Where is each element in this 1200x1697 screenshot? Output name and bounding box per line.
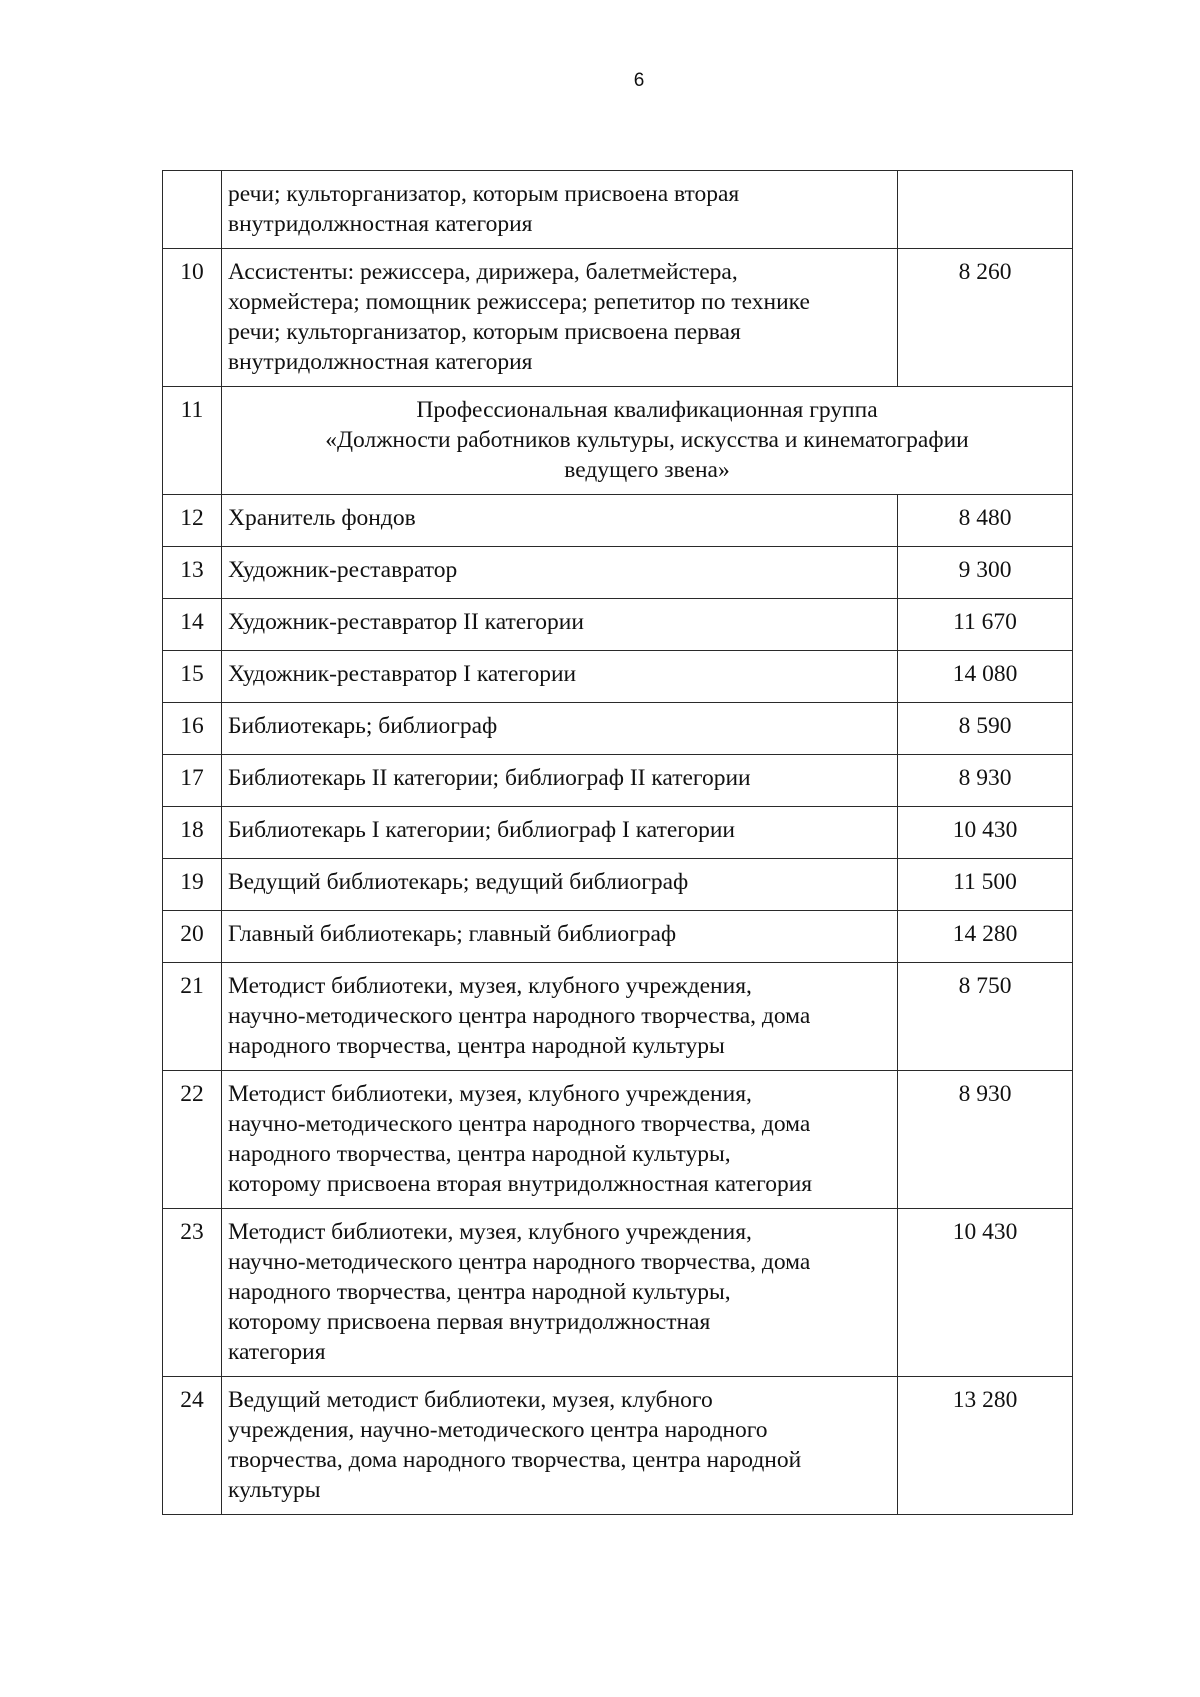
row-number: 15 <box>163 651 222 703</box>
row-number: 14 <box>163 599 222 651</box>
table-row <box>163 1071 1073 1209</box>
salary-amount: 8 260 <box>898 249 1073 387</box>
description-line: Ассистенты: режиссера, дирижера, балетмейстера, <box>228 259 738 285</box>
position-description <box>222 703 898 755</box>
position-description <box>222 599 898 651</box>
description-line: Методист библиотеки, музея, клубного учреждения, <box>228 973 752 999</box>
description-line: народного творчества, центра народной культуры, <box>228 1141 731 1167</box>
row-number: 24 <box>163 1377 222 1515</box>
table-row <box>163 1377 1073 1515</box>
position-description <box>222 859 898 911</box>
description-line: Ведущий библиотекарь; ведущий библиограф <box>228 869 689 895</box>
group-title-line: Профессиональная квалификационная группа <box>416 397 878 423</box>
salary-amount: 8 480 <box>898 495 1073 547</box>
description-line: Главный библиотекарь; главный библиограф <box>228 921 677 947</box>
salary-amount: 14 280 <box>898 911 1073 963</box>
description-line: которому присвоена вторая внутридолжностная категория <box>228 1171 813 1197</box>
position-description <box>222 911 898 963</box>
description-line: категория <box>228 1339 326 1365</box>
description-line: Методист библиотеки, музея, клубного учреждения, <box>228 1081 752 1107</box>
description-line: учреждения, научно-методического центра народного <box>228 1417 768 1443</box>
description-line: Библиотекарь I категории; библиограф I категории <box>228 817 735 843</box>
salary-table-body <box>163 171 1073 1515</box>
salary-amount: 14 080 <box>898 651 1073 703</box>
salary-amount: 10 430 <box>898 807 1073 859</box>
description-line: Художник-реставратор <box>228 557 458 583</box>
row-number: 22 <box>163 1071 222 1209</box>
salary-amount: 13 280 <box>898 1377 1073 1515</box>
salary-amount: 8 930 <box>898 755 1073 807</box>
description-line: Ведущий методист библиотеки, музея, клубного <box>228 1387 713 1413</box>
description-line: научно-методического центра народного творчества, дома <box>228 1249 811 1275</box>
description-line: которому присвоена первая внутридолжностная <box>228 1309 711 1335</box>
table-row <box>163 703 1073 755</box>
description-line: Библиотекарь; библиограф <box>228 713 498 739</box>
description-line: Хранитель фондов <box>228 505 416 531</box>
row-number: 21 <box>163 963 222 1071</box>
description-line: научно-методического центра народного творчества, дома <box>228 1111 811 1137</box>
row-number: 16 <box>163 703 222 755</box>
salary-amount: 11 670 <box>898 599 1073 651</box>
row-number <box>163 171 222 249</box>
table-row <box>163 859 1073 911</box>
table-row <box>163 963 1073 1071</box>
page-number: 6 <box>633 70 645 91</box>
row-number: 12 <box>163 495 222 547</box>
salary-amount: 9 300 <box>898 547 1073 599</box>
position-description <box>222 547 898 599</box>
table-row <box>163 599 1073 651</box>
row-number: 13 <box>163 547 222 599</box>
description-line: внутридолжностная категория <box>228 211 533 237</box>
description-line: внутридолжностная категория <box>228 349 533 375</box>
salary-amount: 8 930 <box>898 1071 1073 1209</box>
description-line: народного творчества, центра народной культуры <box>228 1033 725 1059</box>
description-line: хормейстера; помощник режиссера; репетитор по технике <box>228 289 810 315</box>
position-description <box>222 171 898 249</box>
row-number: 11 <box>163 387 222 495</box>
position-description <box>222 495 898 547</box>
table-row <box>163 807 1073 859</box>
description-line: Библиотекарь II категории; библиограф II категории <box>228 765 751 791</box>
table-row <box>163 911 1073 963</box>
row-number: 10 <box>163 249 222 387</box>
group-title <box>222 387 1073 495</box>
position-description <box>222 755 898 807</box>
row-number: 23 <box>163 1209 222 1377</box>
table-row <box>163 249 1073 387</box>
row-number: 19 <box>163 859 222 911</box>
position-description <box>222 651 898 703</box>
salary-amount: 11 500 <box>898 859 1073 911</box>
description-line: культуры <box>228 1477 321 1503</box>
group-title-line: ведущего звена» <box>564 457 730 483</box>
salary-amount: 10 430 <box>898 1209 1073 1377</box>
table-row <box>163 1209 1073 1377</box>
description-line: речи; культорганизатор, которым присвоена первая <box>228 319 741 345</box>
salary-table <box>162 170 1073 1515</box>
table-row <box>163 755 1073 807</box>
row-number: 20 <box>163 911 222 963</box>
description-line: Художник-реставратор II категории <box>228 609 584 635</box>
table-row <box>163 495 1073 547</box>
table-row <box>163 547 1073 599</box>
position-description <box>222 807 898 859</box>
description-line: Методист библиотеки, музея, клубного учреждения, <box>228 1219 752 1245</box>
row-number: 17 <box>163 755 222 807</box>
salary-amount: 8 750 <box>898 963 1073 1071</box>
position-description <box>222 1209 898 1377</box>
description-line: научно-методического центра народного творчества, дома <box>228 1003 811 1029</box>
position-description <box>222 1377 898 1515</box>
description-line: речи; культорганизатор, которым присвоена вторая <box>228 181 740 207</box>
table-row <box>163 171 1073 249</box>
salary-amount <box>898 171 1073 249</box>
row-number: 18 <box>163 807 222 859</box>
position-description <box>222 1071 898 1209</box>
description-line: творчества, дома народного творчества, центра народной <box>228 1447 802 1473</box>
salary-amount: 8 590 <box>898 703 1073 755</box>
description-line: народного творчества, центра народной культуры, <box>228 1279 731 1305</box>
group-header-row <box>163 387 1073 495</box>
position-description <box>222 249 898 387</box>
table-row <box>163 651 1073 703</box>
position-description <box>222 963 898 1071</box>
description-line: Художник-реставратор I категории <box>228 661 577 687</box>
group-title-line: «Должности работников культуры, искусства и кинематографии <box>325 427 969 453</box>
